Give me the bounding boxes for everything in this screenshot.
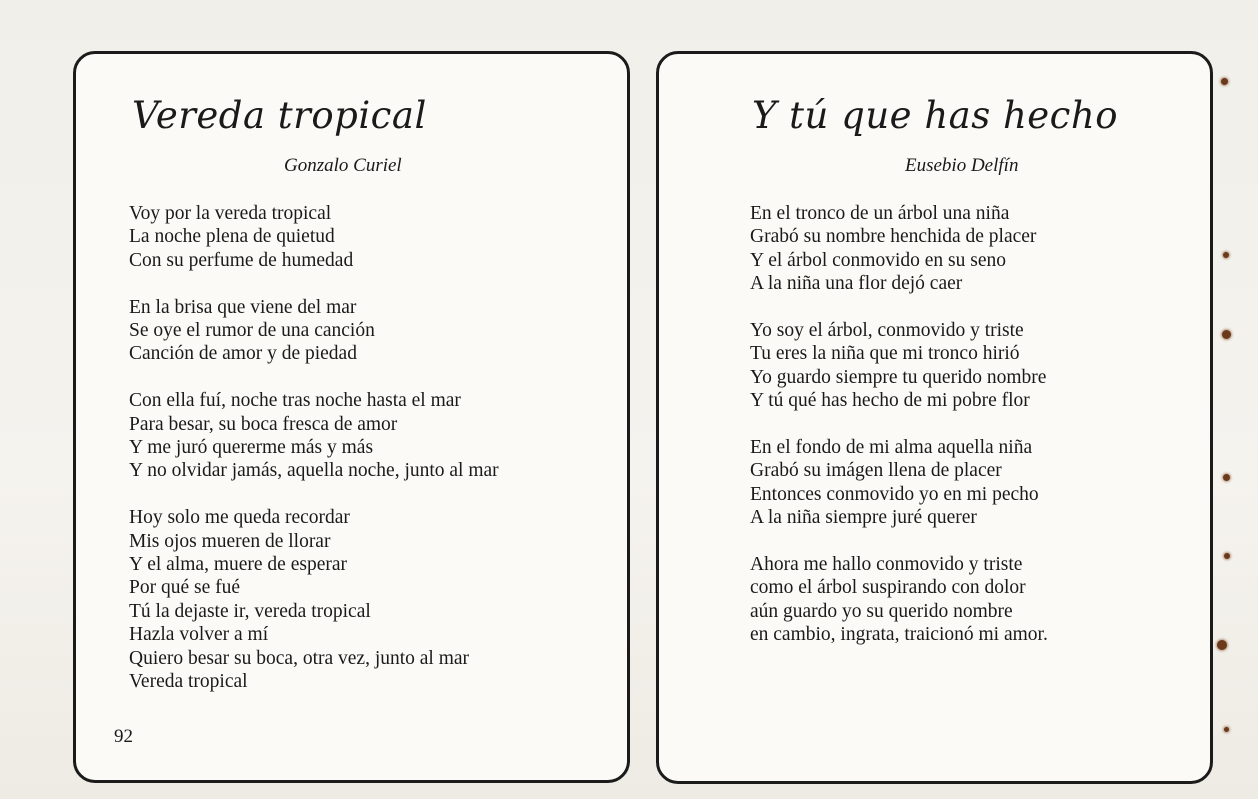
stanza — [750, 319, 1048, 413]
lyric-line: Y el árbol conmovido en su seno — [750, 249, 1006, 271]
lyric-line: Hazla volver a mí — [129, 624, 269, 646]
lyric-line: En el fondo de mi alma aquella niña — [750, 437, 1033, 459]
lyric-line: Tu eres la niña que mi tronco hirió — [750, 343, 1020, 365]
lyric-line: La noche plena de quietud — [129, 226, 335, 248]
lyric-line: Mis ojos mueren de llorar — [129, 530, 331, 552]
lyric-line: Y tú qué has hecho de mi pobre flor — [750, 390, 1030, 412]
lyric-line: Vereda tropical — [129, 671, 248, 693]
page-number: 92 — [114, 726, 133, 747]
lyric-line: En el tronco de un árbol una niña — [750, 203, 1010, 224]
lyric-line: Ahora me hallo conmovido y triste — [750, 554, 1023, 576]
lyric-line: Para besar, su boca fresca de amor — [129, 413, 398, 435]
lyric-line: Grabó su nombre henchida de placer — [750, 226, 1037, 248]
left-song-lyrics — [129, 202, 499, 717]
stanza — [129, 389, 499, 483]
lyric-line: Tú la dejaste ir, vereda tropical — [129, 600, 371, 622]
lyric-line: Quiero besar su boca, otra vez, junto al mar — [129, 647, 470, 669]
stanza — [129, 296, 499, 366]
stanza — [750, 202, 1048, 296]
lyric-line: Hoy solo me queda recordar — [129, 507, 350, 529]
stanza — [129, 506, 499, 693]
lyric-line: Y el alma, muere de esperar — [129, 554, 347, 576]
binding-hole — [1221, 78, 1228, 85]
lyric-line: Se oye el rumor de una canción — [129, 320, 375, 342]
lyric-line: Yo guardo siempre tu querido nombre — [750, 366, 1047, 388]
binding-hole — [1224, 553, 1230, 559]
binding-hole — [1223, 252, 1229, 258]
lyric-line: aún guardo yo su querido nombre — [750, 600, 1013, 622]
lyric-line: Y me juró quererme más y más — [129, 437, 374, 459]
binding-hole — [1224, 727, 1229, 732]
right-song-title: Y tú que has hecho — [752, 94, 1119, 137]
binding-hole — [1222, 330, 1231, 339]
lyric-line: En la brisa que viene del mar — [129, 296, 357, 318]
stanza — [750, 436, 1048, 530]
lyric-line: Entonces conmovido yo en mi pecho — [750, 483, 1039, 505]
right-song-lyrics — [750, 202, 1048, 670]
lyric-line: Con su perfume de humedad — [129, 249, 354, 271]
left-song-title: Vereda tropical — [132, 94, 427, 137]
lyric-line: Canción de amor y de piedad — [129, 343, 357, 365]
lyric-line: A la niña siempre juré querer — [750, 507, 977, 529]
left-song-author: Gonzalo Curiel — [284, 155, 402, 176]
right-song-author: Eusebio Delfín — [905, 155, 1019, 176]
stanza — [129, 202, 499, 272]
binding-hole — [1223, 474, 1230, 481]
lyric-line: Por qué se fué — [129, 577, 241, 599]
stanza — [750, 553, 1048, 647]
lyric-line: en cambio, ingrata, traicionó mi amor. — [750, 624, 1048, 646]
lyric-line: como el árbol suspirando con dolor — [750, 577, 1026, 599]
lyric-line: Yo soy el árbol, conmovido y triste — [750, 320, 1024, 342]
lyric-line: Con ella fuí, noche tras noche hasta el mar — [129, 390, 461, 412]
lyric-line: Y no olvidar jamás, aquella noche, junto al mar — [129, 460, 499, 482]
lyric-line: Grabó su imágen llena de placer — [750, 460, 1002, 482]
lyric-line: A la niña una flor dejó caer — [750, 273, 963, 295]
binding-hole — [1217, 640, 1227, 650]
lyric-line: Voy por la vereda tropical — [129, 203, 332, 224]
